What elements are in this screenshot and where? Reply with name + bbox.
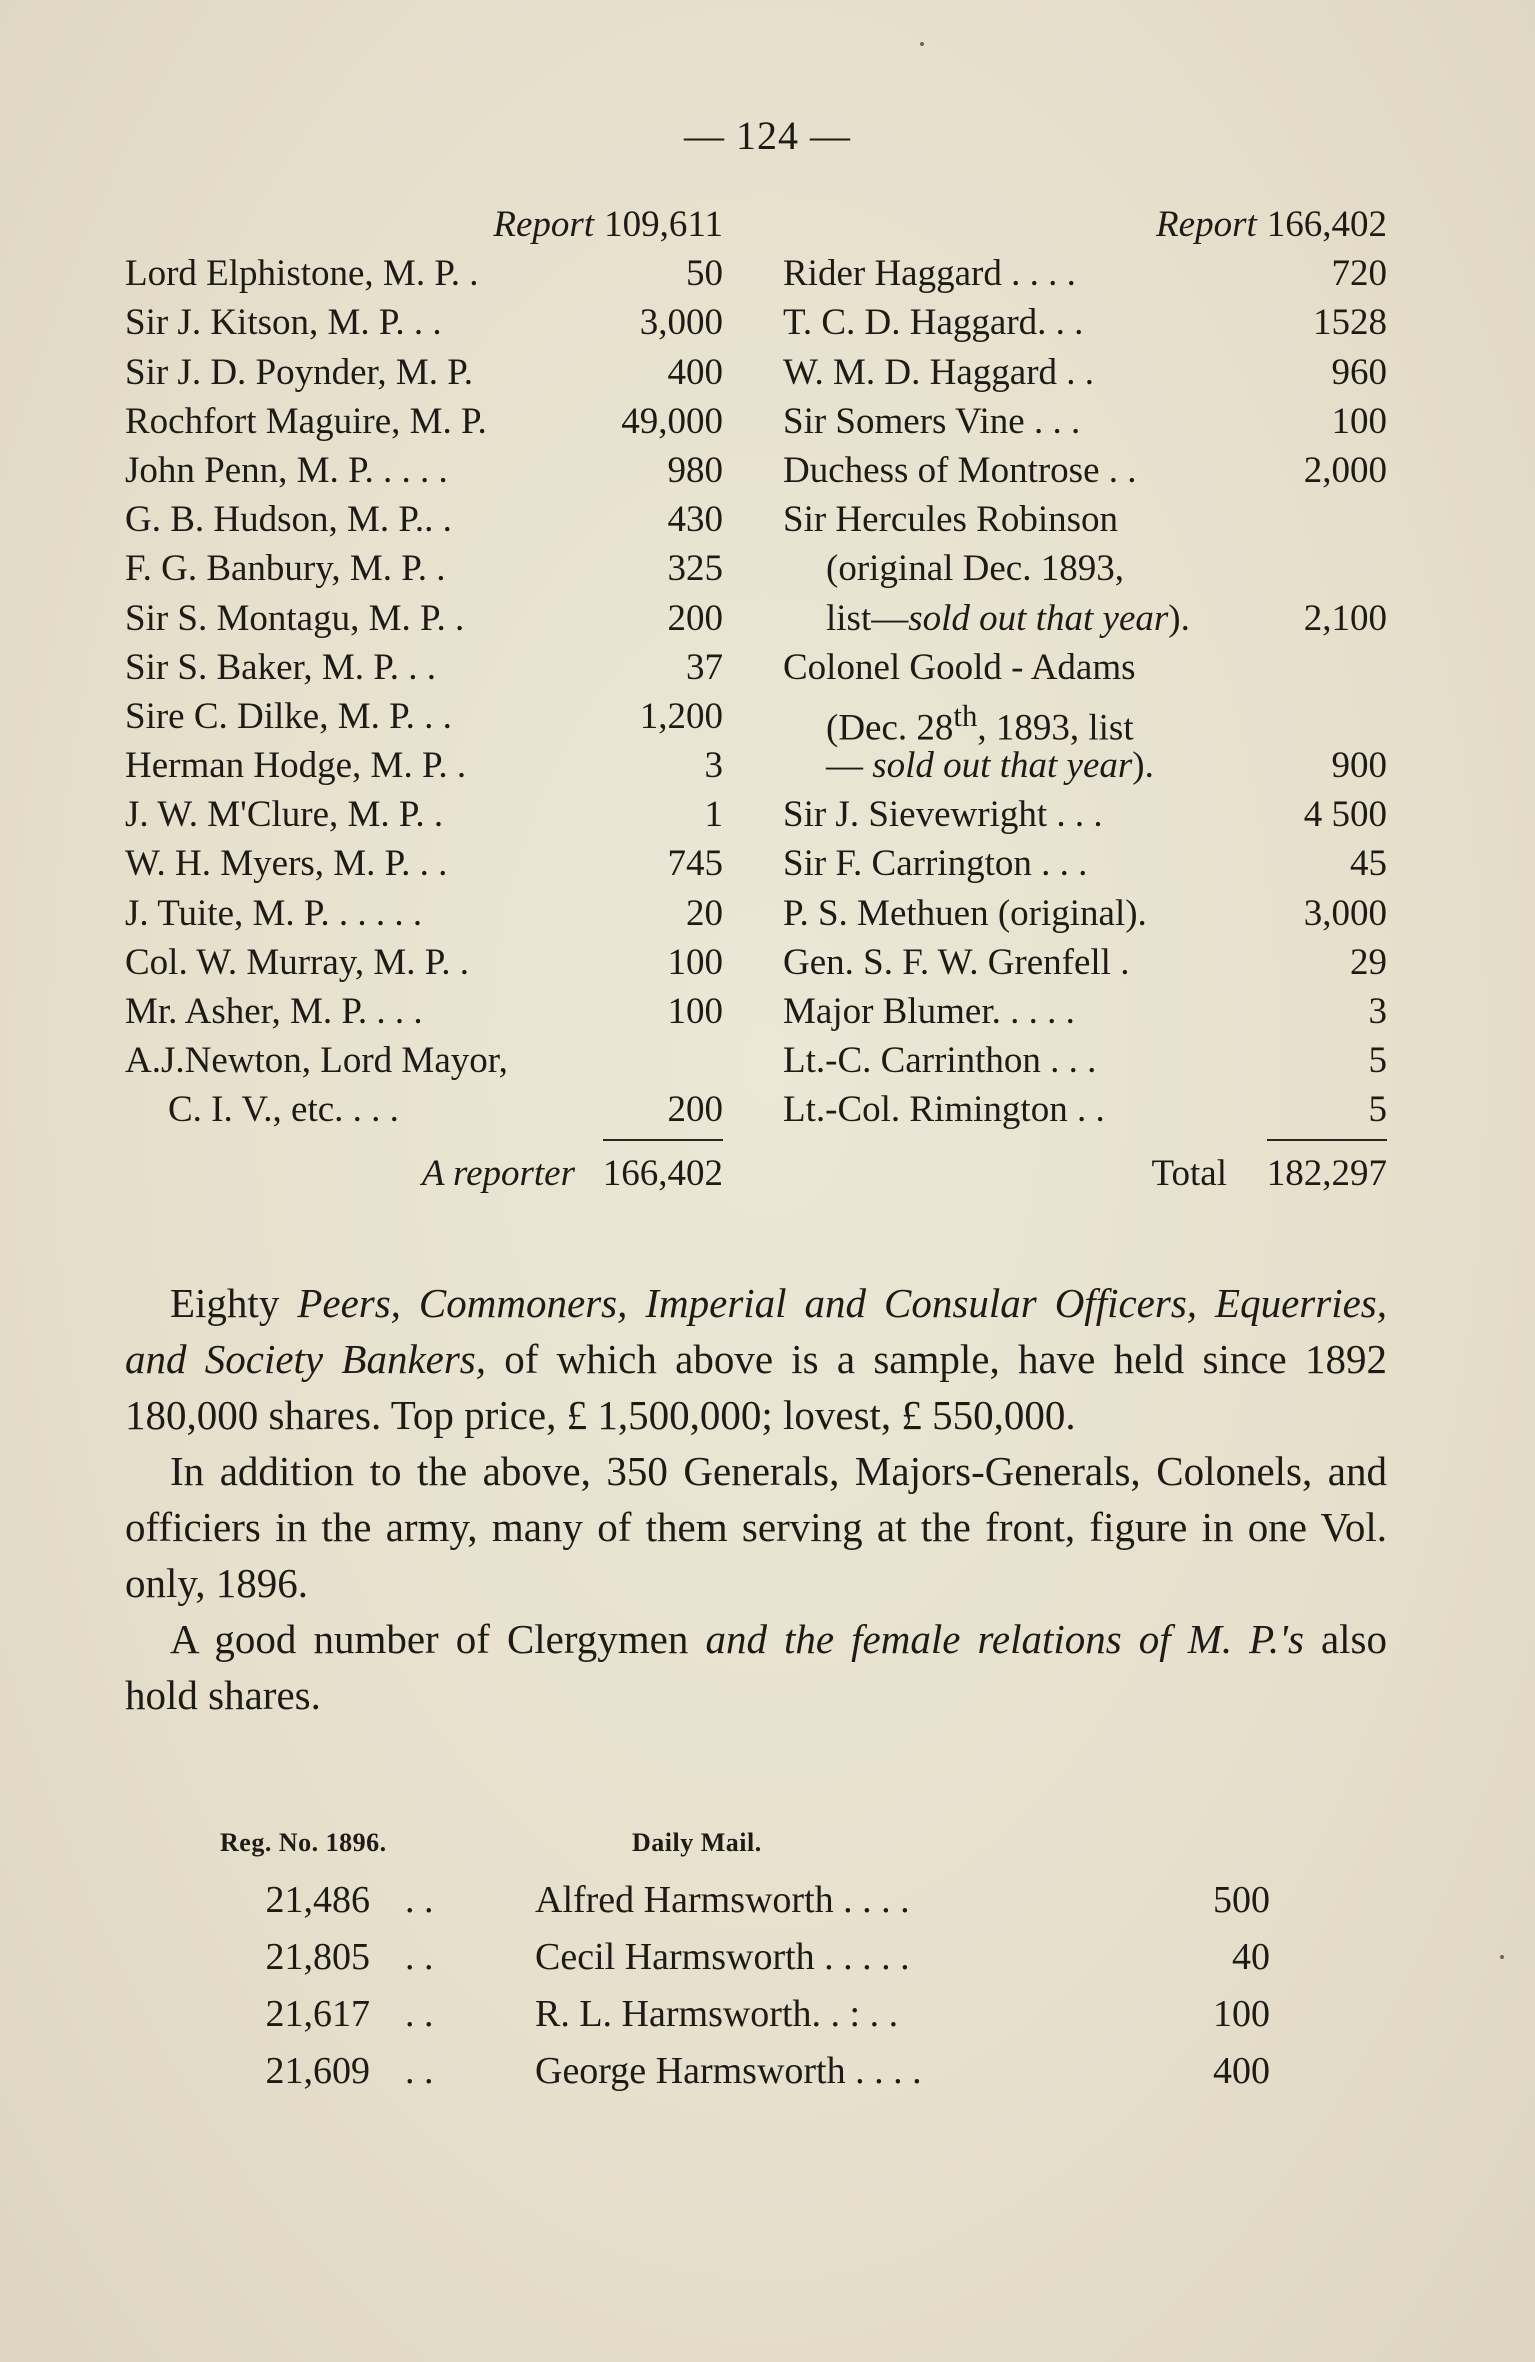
ledger-row [125, 741, 723, 790]
holder-name: J. Tuite, M. P. . . . . . [125, 892, 423, 934]
ledger-row [125, 298, 723, 347]
holder-name: Sir J. D. Poynder, M. P. [125, 351, 474, 393]
ledger-row [783, 298, 1387, 347]
holder-name: list—sold out that year). [826, 597, 1190, 639]
paragraph-generals: In addition to the above, 350 Generals, Majors-Generals, Colonels, and officiers in the army, many of them serving at the front, figure in one Vol. only, 1896. [125, 1448, 1387, 1606]
left-rows [125, 249, 723, 1134]
share-amount: 4 500 [1303, 794, 1387, 836]
share-amount: 200 [667, 597, 723, 639]
ledger-row [783, 594, 1387, 643]
holder-name: Sire C. Dilke, M. P. . . [125, 695, 452, 737]
holder-name: John Penn, M. P. . . . . [125, 449, 448, 491]
ledger-row [125, 249, 723, 298]
share-amount: 400 [1213, 2050, 1270, 2092]
sum-rule [603, 1139, 723, 1141]
ledger-row [783, 495, 1387, 544]
leader-dots: . . [405, 1993, 434, 2035]
holder-name: (Dec. 28th, 1893, list [826, 698, 1134, 749]
ledger-row [125, 397, 723, 446]
registry-row [200, 1935, 1270, 1992]
page-number: — 124 — [684, 113, 851, 158]
reg-header: Reg. No. 1896. [220, 1828, 387, 1857]
share-amount: 5 [1368, 1089, 1387, 1131]
right-rows [783, 249, 1387, 1134]
share-amount: 100 [1213, 1993, 1270, 2035]
holder-name: A.J.Newton, Lord Mayor, [125, 1040, 508, 1082]
ledger-row [125, 643, 723, 692]
reg-number: 21,805 [265, 1936, 370, 1978]
share-amount: 200 [667, 1089, 723, 1131]
holder-name: Sir J. Sievewright . . . [783, 794, 1103, 836]
ledger-row [783, 249, 1387, 298]
share-amount: 37 [686, 646, 723, 688]
share-amount: 960 [1331, 351, 1387, 393]
report-label: Report [1156, 204, 1257, 245]
ledger-row [125, 1085, 723, 1134]
holder-name: Rider Haggard . . . . [783, 253, 1076, 295]
ledger-row [783, 348, 1387, 397]
report-value: 109,611 [604, 204, 723, 245]
ledger-row [125, 839, 723, 888]
ledger-row [783, 938, 1387, 987]
holder-name: Major Blumer. . . . . [783, 991, 1075, 1032]
body-text [125, 1275, 1387, 1723]
report-label: Report [493, 204, 595, 245]
registry-table [200, 1878, 1270, 2106]
reg-number: 21,617 [265, 1993, 370, 2035]
share-amount: 2,000 [1303, 449, 1387, 491]
ledger-row [125, 594, 723, 643]
ledger-row [783, 1085, 1387, 1134]
share-amount: 29 [1350, 941, 1387, 983]
share-amount: 980 [667, 449, 723, 491]
share-amount: 45 [1350, 843, 1387, 885]
holder-name: Lt.-C. Carrinthon . . . [783, 1040, 1097, 1082]
holder-name: Sir J. Kitson, M. P. . . [125, 302, 442, 344]
paper-speck [920, 42, 924, 46]
leader-dots: . . [405, 2050, 434, 2092]
holder-name: Lord Elphistone, M. P. . [125, 253, 479, 295]
share-amount: 3 [704, 745, 723, 787]
paragraph-clergymen: A good number of Clergymen and the female relations of M. P.'s also hold shares. [125, 1616, 1388, 1718]
left-column [125, 200, 723, 1198]
holder-name: Sir F. Carrington . . . [783, 843, 1088, 885]
registry-row [200, 2049, 1270, 2106]
ledger-row [783, 889, 1387, 938]
holder-name: (original Dec. 1893, [826, 548, 1124, 590]
ledger-row [125, 938, 723, 987]
ledger-row [125, 889, 723, 938]
ledger-row [783, 790, 1387, 839]
right-column [783, 200, 1387, 1198]
share-amount: 3,000 [1303, 892, 1387, 934]
carry-forward-row [783, 200, 1387, 249]
ledger-row [783, 544, 1387, 593]
share-amount: 20 [686, 892, 723, 934]
report-value: 166,402 [1266, 204, 1387, 245]
holder-name: Col. W. Murray, M. P. . [125, 941, 470, 983]
share-amount: 3,000 [639, 302, 723, 344]
share-amount: 1,200 [639, 695, 723, 737]
share-amount: 100 [667, 941, 723, 983]
holder-name: Gen. S. F. W. Grenfell . [783, 941, 1130, 983]
holder-name: Sir S. Montagu, M. P. . [125, 597, 465, 639]
share-amount: 745 [667, 843, 723, 885]
holder-name: R. L. Harmsworth. . : . . [535, 1993, 899, 2035]
share-amount: 1 [704, 794, 723, 836]
total-row [125, 1149, 723, 1198]
ledger-row [125, 1036, 723, 1085]
holder-name: P. S. Methuen (original). [783, 892, 1147, 934]
holder-name: Sir S. Baker, M. P. . . [125, 646, 436, 688]
ledger-row [783, 1036, 1387, 1085]
ledger-row [783, 987, 1387, 1036]
total-label: Total [1151, 1152, 1227, 1194]
sum-rule [1267, 1139, 1387, 1141]
share-amount: 400 [667, 351, 723, 393]
holder-name: Cecil Harmsworth . . . . . [535, 1936, 910, 1978]
share-amount: 3 [1368, 991, 1387, 1032]
holder-name: Mr. Asher, M. P. . . . [125, 991, 423, 1032]
holder-name: T. C. D. Haggard. . . [783, 302, 1084, 344]
leader-dots: . . [405, 1936, 434, 1978]
total-row [783, 1149, 1387, 1198]
total-value: 182,297 [1266, 1152, 1387, 1194]
reg-number: 21,609 [265, 2050, 370, 2092]
holder-name: Sir Hercules Robinson [783, 499, 1119, 541]
ledger-row [783, 397, 1387, 446]
registry-row [200, 1878, 1270, 1935]
ledger-row [783, 446, 1387, 495]
registry-row [200, 1992, 1270, 2049]
share-amount: 325 [667, 548, 723, 590]
ledger-row [783, 741, 1387, 790]
share-amount: 720 [1331, 253, 1387, 295]
share-amount: 2,100 [1303, 597, 1387, 639]
leader-dots: . . [405, 1879, 434, 1921]
ledger-row [125, 692, 723, 741]
share-amount: 5 [1368, 1040, 1387, 1082]
holder-name: C. I. V., etc. . . . [168, 1089, 399, 1131]
holder-name: G. B. Hudson, M. P.. . [125, 499, 452, 541]
share-amount: 100 [667, 991, 723, 1032]
share-amount: 900 [1331, 745, 1387, 787]
total-label: A reporter [421, 1152, 575, 1194]
total-value: 166,402 [602, 1152, 723, 1194]
reg-number: 21,486 [265, 1879, 370, 1921]
ledger-row [783, 643, 1387, 692]
ledger-row [125, 790, 723, 839]
share-amount: 430 [667, 499, 723, 541]
share-amount: 1528 [1313, 302, 1387, 344]
holder-name: Colonel Goold - Adams [783, 646, 1136, 688]
ledger-row [125, 446, 723, 495]
holder-name: Herman Hodge, M. P. . [125, 745, 467, 787]
share-amount: 100 [1331, 400, 1387, 442]
share-amount: 500 [1213, 1879, 1270, 1921]
share-amount: 50 [686, 253, 723, 295]
holder-name: W. H. Myers, M. P. . . [125, 843, 448, 885]
holder-name: Rochfort Maguire, M. P. [125, 400, 487, 442]
holder-name: W. M. D. Haggard . . [783, 351, 1095, 393]
ledger-row [125, 987, 723, 1036]
holder-name: F. G. Banbury, M. P. . [125, 548, 446, 590]
holder-name: Lt.-Col. Rimington . . [783, 1089, 1105, 1131]
holder-name: Sir Somers Vine . . . [783, 400, 1081, 442]
holder-name: Alfred Harmsworth . . . . [535, 1879, 910, 1921]
share-amount: 40 [1232, 1936, 1270, 1978]
paragraph-peers: Eighty Peers, Commoners, Imperial and Consular Officers, Equerries, and Society Bankers, of which above is a sample, have held since 1892 180,000 shares. Top price, £ 1,500,000; lovest, £ 550,000. [125, 1280, 1387, 1438]
holder-name: — sold out that year). [826, 745, 1154, 787]
ledger-row [125, 348, 723, 397]
ledger-row [125, 544, 723, 593]
share-amount: 49,000 [621, 400, 723, 442]
ledger-row [783, 692, 1387, 749]
holder-name: George Harmsworth . . . . [535, 2050, 922, 2092]
holder-name: Duchess of Montrose . . [783, 449, 1137, 491]
holder-name: J. W. M'Clure, M. P. . [125, 794, 444, 836]
carry-forward-row [125, 200, 723, 249]
ledger-row [783, 839, 1387, 888]
ledger-row [125, 495, 723, 544]
paper-speck [1500, 1955, 1504, 1959]
source-header: Daily Mail. [632, 1828, 762, 1857]
